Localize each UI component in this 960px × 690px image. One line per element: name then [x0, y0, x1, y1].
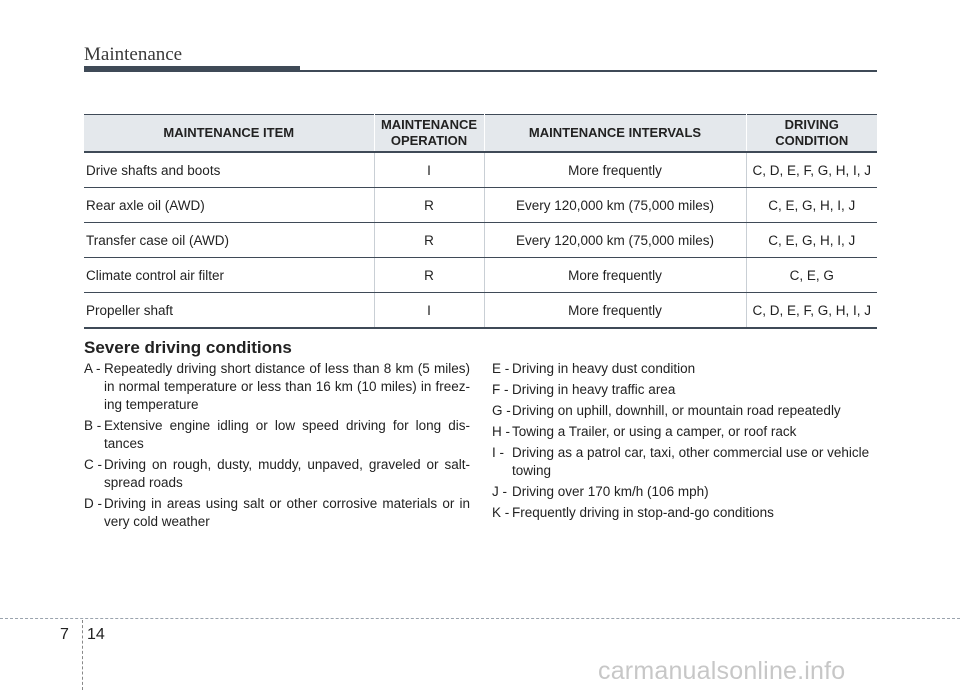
- page-section-number: 7: [60, 626, 69, 643]
- cell-item: Transfer case oil (AWD): [84, 223, 374, 258]
- cell-operation: R: [374, 258, 484, 293]
- condition-text: Extensive engine idling or low speed driving for long dis-tances: [104, 418, 470, 451]
- condition-item: [84, 417, 470, 453]
- table-row: [84, 152, 877, 188]
- condition-item: [492, 483, 878, 501]
- footer-divider: [0, 618, 960, 619]
- cell-operation: R: [374, 223, 484, 258]
- header-bar-thick: [84, 66, 300, 72]
- page-header-title: Maintenance: [84, 44, 183, 65]
- table-row: [84, 188, 877, 223]
- header-bar-thin: [300, 70, 877, 72]
- condition-code: J -: [492, 484, 507, 499]
- condition-code: C -: [84, 457, 102, 472]
- cell-condition: C, E, G, H, I, J: [746, 223, 877, 258]
- cell-condition: C, D, E, F, G, H, I, J: [746, 152, 877, 188]
- maintenance-table: [84, 114, 877, 329]
- condition-code: I -: [492, 445, 504, 460]
- cell-item: Propeller shaft: [84, 293, 374, 329]
- table-row: [84, 223, 877, 258]
- header-maintenance-operation: MAINTENANCE OPERATION: [374, 115, 484, 153]
- cell-interval: More frequently: [484, 258, 746, 293]
- conditions-right-column: [492, 360, 878, 525]
- condition-text: Driving as a patrol car, taxi, other commercial use or vehicle towing: [512, 445, 870, 478]
- condition-text: Driving in heavy traffic area: [512, 382, 676, 397]
- watermark-text: carmanualsonline.info: [598, 657, 846, 685]
- condition-item: [492, 360, 878, 378]
- condition-item: [84, 495, 470, 531]
- cell-operation: R: [374, 188, 484, 223]
- conditions-left-column: [84, 360, 470, 534]
- condition-item: [84, 360, 470, 414]
- cell-operation: I: [374, 152, 484, 188]
- footer-vertical-divider: [82, 620, 83, 690]
- condition-text: Driving on rough, dusty, muddy, unpaved, graveled or salt-spread roads: [104, 457, 470, 490]
- condition-item: [492, 504, 878, 522]
- table-row: [84, 258, 877, 293]
- condition-item: [492, 444, 878, 480]
- page-number: 14: [87, 626, 105, 643]
- condition-code: G -: [492, 403, 511, 418]
- condition-text: Repeatedly driving short distance of less than 8 km (5 miles) in normal temperature or less than 16 km (10 miles) in freez-ing temperature: [104, 361, 470, 412]
- table-row: [84, 293, 877, 329]
- header-maintenance-intervals: MAINTENANCE INTERVALS: [484, 115, 746, 153]
- cell-interval: Every 120,000 km (75,000 miles): [484, 188, 746, 223]
- condition-code: K -: [492, 505, 510, 520]
- cell-condition: C, D, E, F, G, H, I, J: [746, 293, 877, 329]
- cell-interval: More frequently: [484, 293, 746, 329]
- cell-item: Climate control air filter: [84, 258, 374, 293]
- cell-condition: C, E, G: [746, 258, 877, 293]
- cell-interval: More frequently: [484, 152, 746, 188]
- condition-text: Frequently driving in stop-and-go conditions: [512, 505, 774, 520]
- condition-code: H -: [492, 424, 510, 439]
- condition-text: Driving on uphill, downhill, or mountain road repeatedly: [512, 403, 841, 418]
- header-maintenance-item: MAINTENANCE ITEM: [84, 115, 374, 153]
- cell-item: Drive shafts and boots: [84, 152, 374, 188]
- condition-code: A -: [84, 361, 101, 376]
- cell-condition: C, E, G, H, I, J: [746, 188, 877, 223]
- condition-code: D -: [84, 496, 102, 511]
- condition-item: [492, 423, 878, 441]
- cell-operation: I: [374, 293, 484, 329]
- condition-text: Driving in areas using salt or other corrosive materials or in very cold weather: [104, 496, 470, 529]
- condition-text: Driving in heavy dust condition: [512, 361, 696, 376]
- condition-item: [84, 456, 470, 492]
- header-driving-condition: DRIVING CONDITION: [746, 115, 877, 153]
- condition-text: Towing a Trailer, or using a camper, or roof rack: [512, 424, 797, 439]
- severe-conditions-title: Severe driving conditions: [84, 338, 292, 357]
- cell-item: Rear axle oil (AWD): [84, 188, 374, 223]
- condition-item: [492, 402, 878, 420]
- cell-interval: Every 120,000 km (75,000 miles): [484, 223, 746, 258]
- condition-text: Driving over 170 km/h (106 mph): [512, 484, 709, 499]
- condition-item: [492, 381, 878, 399]
- table-header-row: [84, 115, 877, 153]
- condition-code: B -: [84, 418, 102, 433]
- condition-code: F -: [492, 382, 509, 397]
- condition-code: E -: [492, 361, 510, 376]
